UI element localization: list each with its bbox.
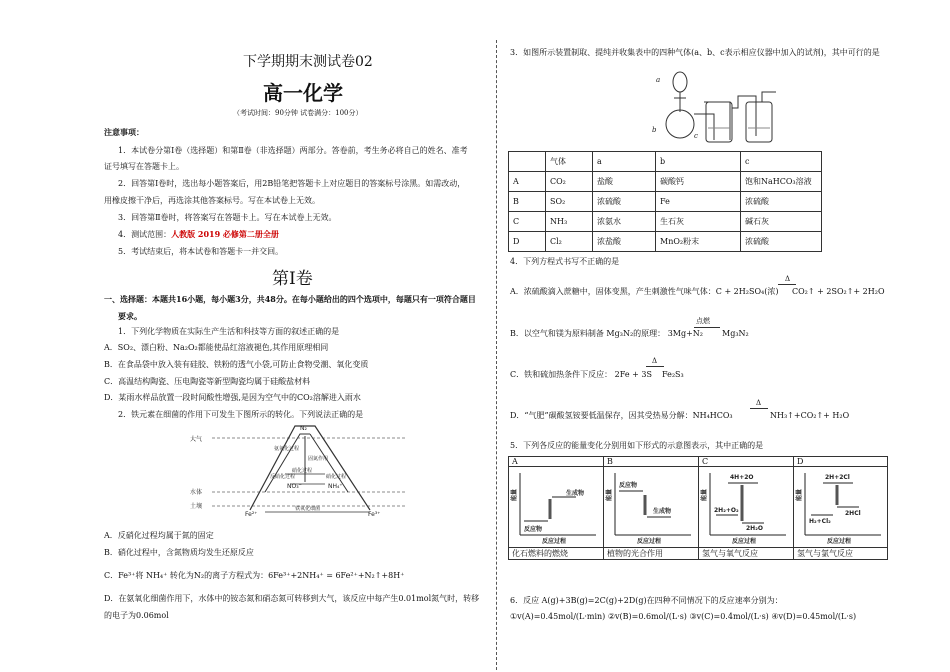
energy-diagram-b — [604, 467, 699, 548]
notice-item: 证号填写在答题卡上。 — [104, 162, 184, 171]
table-cell: D — [509, 232, 546, 252]
table-cell: C — [509, 212, 546, 232]
q4-option-d: D．“气肥”碳酸氢铵要低温保存，因其受热易分解：NH₄HCO₃ — [510, 411, 733, 420]
table-cell: D — [794, 457, 888, 467]
table-cell: SO₂ — [546, 192, 593, 212]
q2-option-d-cont: 的电子为0.06mol — [104, 611, 169, 620]
q5-stem: 5．下列各反应的能量变化分别用如下形式的示意图表示，其中正确的是 — [510, 441, 764, 450]
q2-stem: 2．铁元素在细菌的作用下可发生下图所示的转化。下列说法正确的是 — [118, 410, 364, 419]
section-intro-cont: 要求。 — [118, 311, 142, 321]
label-c-low: 2H₂O — [746, 525, 763, 532]
table-cell: b — [656, 152, 741, 172]
label-soil: 土壤 — [190, 503, 203, 510]
label-denitrification: 反硝化过程 — [270, 474, 296, 480]
axis-energy: 能量 — [606, 488, 613, 501]
table-cell: 生石灰 — [656, 212, 741, 232]
q6-rates: ①v(A)=0.45mol/(L·min) ②v(B)=0.6mol/(L·s) ③v(C)=0.4mol/(L·s) ④v(D)=0.45mol/(L·s) — [510, 612, 857, 621]
q1-stem: 1．下列化学物质在实际生产生活和科技等方面的叙述正确的是 — [118, 327, 340, 336]
gas-apparatus-diagram — [650, 62, 780, 146]
table-cell: A — [509, 457, 604, 467]
q4-c-products: Fe₂S₃ — [662, 370, 684, 379]
column-divider — [496, 40, 497, 670]
table-cell: 浓氨水 — [593, 212, 656, 232]
q4-d-products: NH₃↑+CO₂↑+ H₂O — [770, 411, 850, 420]
label-iron-bacteria: 铁氧化细菌 — [295, 506, 321, 512]
q1-option-a: A．SO₂、漂白粉、Na₂O₂都能使品红溶液褪色,其作用原理相同 — [104, 343, 329, 352]
reaction-arrow — [646, 366, 664, 367]
label-product: 生成物 — [653, 508, 672, 515]
table-cell: 浓盐酸 — [593, 232, 656, 252]
energy-plot-b — [607, 467, 693, 545]
table-row — [509, 172, 822, 192]
notice-heading: 注意事项： — [104, 127, 144, 137]
notice-item: 1．本试卷分第Ⅰ卷（选择题）和第Ⅱ卷（非选择题）两部分。答卷前，考生务必将自己的姓名、准考 — [118, 146, 468, 155]
table-cell: 化石燃料的燃烧 — [509, 548, 604, 560]
q3-table — [508, 151, 822, 252]
q2-option-b: B．硝化过程中，含氮物质均发生还原反应 — [104, 548, 254, 557]
q4-c-condition: Δ — [652, 357, 658, 365]
table-row — [509, 212, 822, 232]
label-fe2: Fe²⁺ — [245, 511, 258, 518]
energy-plot-a — [512, 467, 598, 545]
table-header-row — [509, 457, 888, 467]
axis-progress: 反应过程 — [732, 538, 757, 545]
table-row — [509, 548, 888, 560]
table-cell: 浓硫酸 — [741, 192, 822, 212]
notice-item: 用橡皮擦干净后，再选涂其他答案标号。写在本试卷上无效。 — [104, 196, 320, 205]
table-cell: 气体 — [546, 152, 593, 172]
q4-option-b: B．以空气和镁为原料制备 Mg₃N₂的原理： 3Mg+N₂ — [510, 329, 704, 338]
label-atmosphere: 大气 — [190, 436, 203, 443]
q4-b-condition: 点燃 — [696, 317, 710, 325]
label-d-top: 2H+2Cl — [825, 474, 850, 481]
subject-title: 高一化学 — [263, 81, 343, 105]
table-row — [509, 192, 822, 212]
q4-d-condition: Δ — [756, 399, 762, 407]
table-cell: C — [699, 457, 794, 467]
reaction-arrow — [750, 408, 768, 409]
table-cell: NH₃ — [546, 212, 593, 232]
table-cell — [509, 152, 546, 172]
q1-option-d: D．某雨水样品放置一段时间酸性增强,是因为空气中的CO₂溶解进入雨水 — [104, 393, 361, 402]
notice-item: 5．考试结束后，将本试卷和答题卡一并交回。 — [118, 247, 284, 256]
notice-item: 4．测试范围： — [118, 230, 172, 239]
label-ammonium-ox: 氨氧化过程 — [274, 446, 300, 452]
nitrogen-cycle-diagram — [190, 420, 410, 520]
label-nitrification: 硝化过程 — [326, 474, 347, 480]
table-cell: 植物的光合作用 — [604, 548, 699, 560]
table-cell: a — [593, 152, 656, 172]
q4-option-c: C．铁和硫加热条件下反应： 2Fe + 3S — [510, 370, 652, 379]
label-water: 水体 — [190, 489, 203, 496]
q4-a-condition: Δ — [785, 275, 791, 283]
q4-b-products: Mg₃N₂ — [722, 329, 749, 338]
table-header-row — [509, 152, 822, 172]
axis-energy: 能量 — [796, 488, 803, 501]
axis-progress: 反应过程 — [637, 538, 662, 545]
label-fe3: Fe³⁺ — [368, 511, 381, 518]
label-reactant: 反应物 — [524, 526, 543, 533]
axis-progress: 反应过程 — [542, 538, 567, 545]
label-fixation: 固氮作用 — [308, 456, 329, 462]
reaction-arrow — [778, 284, 796, 285]
energy-diagram-a — [509, 467, 604, 548]
table-cell: 浓硫酸 — [593, 192, 656, 212]
q4-stem: 4．下列方程式书写不正确的是 — [510, 257, 620, 266]
reaction-arrow — [694, 327, 720, 328]
exam-title: 下学期期末测试卷02 — [243, 54, 373, 70]
label-n2: N₂ — [300, 425, 307, 432]
table-cell: 氢气与氧气反应 — [699, 548, 794, 560]
q4-a-products: CO₂↑ + 2SO₂↑+ 2H₂O — [792, 287, 885, 296]
label-a: a — [656, 76, 661, 84]
time-info: （考试时间：90分钟 试卷满分：100分） — [233, 109, 363, 117]
table-cell: 碳酸钙 — [656, 172, 741, 192]
q5-energy-table — [508, 456, 888, 560]
energy-plot-c — [702, 467, 788, 545]
q1-option-b: B．在食品袋中放入装有硅胶、铁粉的透气小袋,可防止食物受潮、氧化变质 — [104, 360, 369, 369]
notice-item: 3．回答第Ⅱ卷时，将答案写在答题卡上。写在本试卷上无效。 — [118, 213, 337, 222]
energy-diagram-c — [699, 467, 794, 548]
table-cell: c — [741, 152, 822, 172]
q2-option-a: A．反硝化过程均属于氮的固定 — [104, 531, 214, 540]
label-d-mid: H₂+Cl₂ — [809, 518, 831, 525]
label-reactant: 反应物 — [619, 482, 638, 489]
table-row — [509, 467, 888, 548]
q3-stem: 3．如图所示装置制取、提纯并收集表中的四种气体(a、b、c表示相应仪器中加入的试剂)，其中可行的是 — [510, 48, 880, 57]
table-cell: 浓硫酸 — [741, 232, 822, 252]
table-cell: Cl₂ — [546, 232, 593, 252]
table-cell: A — [509, 172, 546, 192]
label-anammox: 硝化过程 — [292, 468, 313, 474]
label-c-mid: 2H₂+O₂ — [714, 507, 739, 514]
table-cell: 氢气与氯气反应 — [794, 548, 888, 560]
label-d-low: 2HCl — [845, 510, 861, 517]
table-cell: MnO₂粉末 — [656, 232, 741, 252]
axis-energy: 能量 — [511, 488, 518, 501]
table-cell: B — [604, 457, 699, 467]
notice-item-scope — [118, 229, 279, 240]
energy-plot-d — [797, 467, 883, 545]
scope-value: 人教版 2019 必修第二册全册 — [171, 229, 279, 239]
q1-option-c: C．高温结构陶瓷、压电陶瓷等新型陶瓷均属于硅酸盐材料 — [104, 377, 311, 386]
table-cell: 碱石灰 — [741, 212, 822, 232]
section-title: 第Ⅰ卷 — [272, 269, 313, 289]
notice-item: 2．回答第Ⅰ卷时，选出每小题答案后，用2B铅笔把答题卡上对应题目的答案标号涂黑。如需改动， — [118, 179, 466, 188]
table-cell: 盐酸 — [593, 172, 656, 192]
label-c: c — [694, 132, 698, 140]
q2-option-d: D．在氨氧化细菌作用下，水体中的铵态氮和硝态氮可转移到大气，该反应中每产生0.01mol氮气时，转移 — [104, 594, 480, 603]
axis-progress: 反应过程 — [827, 538, 852, 545]
table-row — [509, 232, 822, 252]
label-product: 生成物 — [566, 490, 585, 497]
table-cell: Fe — [656, 192, 741, 212]
energy-diagram-d — [794, 467, 888, 548]
table-cell: 饱和NaHCO₃溶液 — [741, 172, 822, 192]
label-c-top: 4H+2O — [730, 474, 754, 481]
q2-option-c: C．Fe³⁺将 NH₄⁺ 转化为N₂的离子方程式为：6Fe³⁺+2NH₄⁺ = 6Fe²⁺+N₂↑+8H⁺ — [104, 571, 405, 580]
table-cell: CO₂ — [546, 172, 593, 192]
table-cell: B — [509, 192, 546, 212]
axis-energy: 能量 — [701, 488, 708, 501]
q4-option-a: A．浓硫酸滴入蔗糖中，固体变黑，产生刺激性气味气体：C + 2H₂SO₄(浓) — [510, 287, 779, 296]
label-b: b — [652, 126, 657, 134]
q6-stem: 6．反应 A(g)+3B(g)=2C(g)+2D(g)在四种不同情况下的反应速率分别为： — [510, 596, 783, 605]
label-nh4: NH₄⁺ — [328, 483, 343, 490]
section-intro: 一、选择题：本题共16小题，每小题3分，共48分。在每小题给出的四个选项中，每题只有一项符合题目 — [104, 294, 476, 304]
label-no3: NO₃⁻ — [287, 483, 302, 490]
